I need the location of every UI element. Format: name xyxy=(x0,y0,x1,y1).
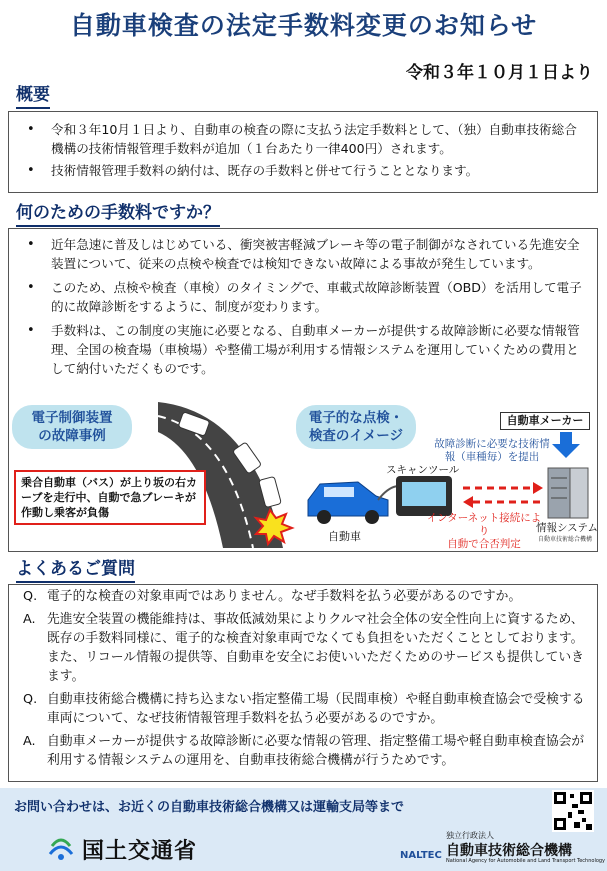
car-icon xyxy=(308,482,388,524)
page-title: 自動車検査の法定手数料変更のお知らせ xyxy=(69,11,538,40)
qr-code-icon xyxy=(552,790,594,832)
overview-item: • 令和３年10月１日より、自動車の検査の際に支払う法定手数料として、（独）自動車技術総合機構の技術情報管理手数料が追加（１台あたり一律400円）されます。 xyxy=(9,120,597,158)
contact-info: お問い合わせは、お近くの自動車技術総合機構又は運輸支局等まで xyxy=(14,800,405,815)
a-mark: A. xyxy=(23,734,36,749)
failure-case-label: 電子制御装置 の故障事例 xyxy=(12,405,132,449)
maker-label: 自動車メーカー xyxy=(500,412,590,430)
inspection-image-label: 電子的な点検・ 検査のイメージ xyxy=(296,405,416,449)
internet-note: インターネット接続により 自動で合否判定 xyxy=(426,512,542,550)
footer xyxy=(0,788,607,871)
purpose-item: • 近年急速に普及しはじめている、衝突被害軽減ブレーキ等の電子制御がなされている先進安全装置について、従来の点検や検査では検知できない故障による事故が発生しています。 xyxy=(9,235,597,273)
q-mark: Q. xyxy=(23,692,38,707)
naltec-logo-text: NALTEC xyxy=(400,850,442,861)
effective-date: 令和３年１０月１日より xyxy=(406,63,593,83)
data-exchange-arrows xyxy=(463,482,543,508)
faq-answer-text: 先進安全装置の機能維持は、事故低減効果によりクルマ社会全体の安全性向上に資するため、既存の手数料同様に、電子的な検査対象車両でなくても負担をいただくこととしております。また、リコール情報の提供等、自動車を安全にお使いいただくためのサービスも提供していきます。 xyxy=(47,612,584,684)
faq-answer xyxy=(9,610,597,686)
inspection-diagram xyxy=(8,402,598,548)
faq-box xyxy=(8,584,598,782)
scan-tool-label: スキャンツール xyxy=(386,464,460,476)
ministry-name: 国土交通省 xyxy=(82,839,198,864)
car-label: 自動車 xyxy=(328,530,361,543)
naltec-tag: 独立行政法人 xyxy=(446,831,494,840)
faq-question xyxy=(9,690,597,728)
naltec-english: National Agency for Automobile and Land Transport Technology xyxy=(446,858,606,864)
purpose-item: • 手数料は、この制度の実施に必要となる、自動車メーカーが提供する故障診断に必要な情報管理、全国の検査場（車検場）や整備工場が利用する情報システムを運用していくための費用として納付いただくものです。 xyxy=(9,321,597,378)
maker-note: 故障診断に必要な技術情報（車種毎）を提出 xyxy=(434,438,550,463)
system-sublabel: 自動車技術総合機構 xyxy=(538,536,593,543)
purpose-item: • このため、点検や検査（車検）のタイミングで、車載式故障診断装置（OBD）を活用して電子的に故障診断をするように、制度が変わります。 xyxy=(9,278,597,316)
q-mark: Q. xyxy=(23,589,38,604)
mlit-logo-icon xyxy=(46,832,76,862)
accident-note: 乗合自動車（バス）が上り坂の右カーブを走行中、自動で急ブレーキが作動し乗客が負傷 xyxy=(14,470,206,525)
faq-question-text: 自動車技術総合機構に持ち込まない指定整備工場（民間車検）や軽自動車検査協会で受検する車両について、なぜ技術情報管理手数料を払う必要があるのですか。 xyxy=(47,692,585,726)
faq-heading: よくあるご質問 xyxy=(16,560,135,583)
faq-answer-text: 自動車メーカーが提供する故障診断に必要な情報の管理、指定整備工場や軽自動車検査協会が利用する情報システムの運用を、自動車技術総合機構が行うためです。 xyxy=(47,734,585,768)
faq-answer xyxy=(9,732,597,770)
maker-arrow-icon xyxy=(560,432,572,444)
naltec-name: 自動車技術総合機構 xyxy=(446,843,572,859)
overview-box xyxy=(8,111,598,193)
faq-question xyxy=(9,587,597,606)
purpose-heading: 何のための手数料ですか？ xyxy=(16,204,220,227)
server-icon xyxy=(548,468,588,518)
faq-question-text: 電子的な検査の対象車両ではありません。なぜ手数料を払う必要があるのですか。 xyxy=(47,589,522,604)
system-label: 情報システム xyxy=(536,522,598,534)
a-mark: A. xyxy=(23,612,36,627)
overview-item: • 技術情報管理手数料の納付は、既存の手数料と併せて行うこととなります。 xyxy=(9,161,597,180)
overview-heading: 概要 xyxy=(16,86,50,109)
